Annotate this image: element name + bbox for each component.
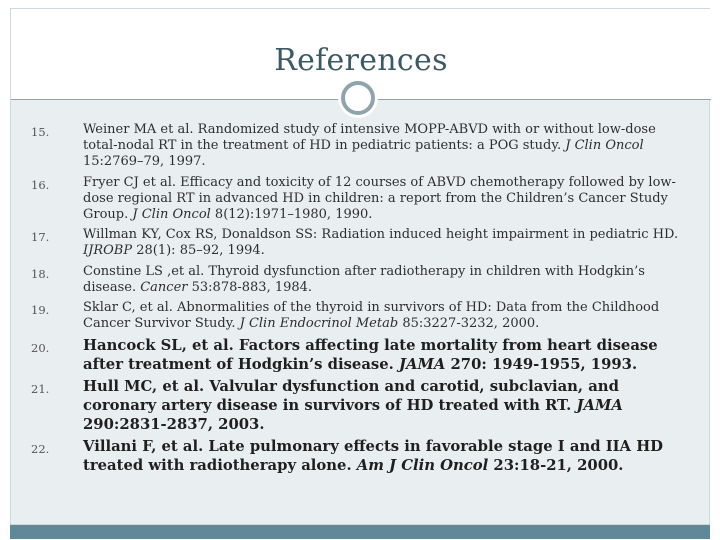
- reference-text: Willman KY, Cox RS, Donaldson SS: Radiation induced height impairment in pediatric HD.: [83, 227, 679, 243]
- reference-item-20: [31, 336, 691, 374]
- reference-citation: 15:2769–79, 1997.: [83, 154, 206, 170]
- reference-journal: JAMA: [576, 397, 623, 415]
- reference-citation: 270: 1949-1955, 1993.: [445, 356, 638, 374]
- circle-ornament-icon: [341, 81, 375, 115]
- reference-text: Fryer CJ et al. Efficacy and toxicity of 12 courses of ABVD chemotherapy followed by low-dose regional RT in advanced HD in children: a report from the Children’s Cancer Study Group.: [83, 174, 676, 223]
- reference-citation: 290:2831-2837, 2003.: [83, 416, 265, 434]
- reference-citation: 53:878-883, 1984.: [187, 279, 313, 295]
- content-panel: [10, 8, 710, 525]
- reference-list: [31, 122, 691, 478]
- reference-item-17: [31, 227, 691, 259]
- reference-text: Constine LS ,et al. Thyroid dysfunction after radiotherapy in children with Hodgkin’s disease.: [83, 263, 645, 295]
- reference-number: 22.: [31, 442, 50, 457]
- reference-journal: IJROBP: [83, 243, 133, 259]
- reference-item-22: [31, 437, 691, 475]
- reference-text: Weiner MA et al. Randomized study of intensive MOPP-ABVD with or without low-dose total-nodal RT in the treatment of HD in pediatric patients: a POG study.: [83, 122, 656, 154]
- reference-citation: 85:3227-3232, 2000.: [398, 316, 540, 332]
- reference-journal: J Clin Oncol: [132, 207, 211, 223]
- reference-number: 20.: [31, 341, 50, 356]
- reference-citation: 8(12):1971–1980, 1990.: [210, 207, 373, 223]
- reference-item-18: [31, 264, 691, 296]
- reference-journal: J Clin Oncol: [565, 138, 644, 154]
- footer-band: [10, 525, 710, 539]
- reference-number: 21.: [31, 382, 50, 397]
- reference-number: 18.: [31, 266, 50, 281]
- reference-text: Sklar C, et al. Abnormalities of the thyroid in survivors of HD: Data from the Childhood Cancer Survivor Study.: [83, 300, 660, 332]
- reference-journal: Am J Clin Oncol: [356, 457, 489, 475]
- reference-text: Hull MC, et al. Valvular dysfunction and carotid, subclavian, and coronary artery disease in survivors of HD treated with RT.: [83, 378, 619, 415]
- reference-item-21: [31, 377, 691, 434]
- reference-text: Hancock SL, et al. Factors affecting late mortality from heart disease after treatment of Hodgkin’s disease.: [83, 337, 658, 374]
- reference-number: 19.: [31, 303, 50, 318]
- reference-journal: Cancer: [140, 279, 188, 295]
- reference-citation: 23:18-21, 2000.: [488, 457, 624, 475]
- reference-number: 16.: [31, 177, 50, 192]
- reference-number: 15.: [31, 125, 50, 139]
- reference-citation: 28(1): 85–92, 1994.: [132, 243, 265, 259]
- reference-item-16: [31, 175, 691, 224]
- reference-journal: JAMA: [398, 356, 446, 374]
- slide-title: References: [274, 43, 448, 78]
- reference-journal: J Clin Endocrinol Metab: [239, 316, 399, 332]
- reference-item-15: [31, 122, 691, 171]
- reference-text: Villani F, et al. Late pulmonary effects in favorable stage I and IIA HD treated with radiotherapy alone.: [83, 438, 664, 475]
- reference-number: 17.: [31, 230, 50, 245]
- reference-item-19: [31, 300, 691, 332]
